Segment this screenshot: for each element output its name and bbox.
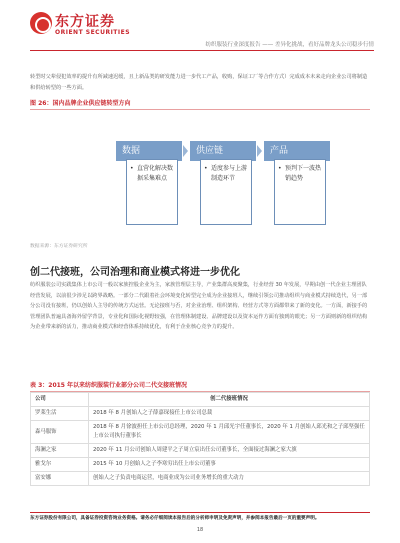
section-title: 创二代接班，公司治理和商业模式将进一步优化	[30, 267, 240, 278]
company-cell: 海澜之家	[31, 444, 89, 458]
succession-cell: 2018 年 8 月徐波担任上市公司总经理，2020 年 1 月邱光宇任董事长，2020 年 1 月创始人邱光和之子邱坚强任上市公司执行董事长	[89, 421, 370, 444]
succession-cell: 创始人之子负责电商运营，电商业成为公司业务增长的重大动力	[89, 472, 370, 486]
orient-logo-icon	[30, 12, 52, 34]
figure-source: 数据来源：东方证券研究所	[30, 244, 88, 249]
arrow-icon	[257, 145, 262, 157]
succession-cell: 2018 年 8 月创始人之子薛嘉琛接任上市公司总裁	[89, 407, 370, 421]
supply-chain-diagram	[116, 141, 332, 227]
table-row	[31, 458, 370, 472]
diagram-column-supply-chain	[190, 141, 256, 227]
column-body: • 适度参与上游制造环节	[200, 159, 252, 225]
table-row	[31, 421, 370, 444]
column-head: 数据	[116, 141, 182, 161]
table-header-company: 公司	[31, 393, 89, 407]
diagram-column-product	[264, 141, 330, 227]
company-cell: 雅戈尔	[31, 458, 89, 472]
table-row	[31, 472, 370, 486]
company-cell: 森马服饰	[31, 421, 89, 444]
report-title: 纺织服装行业深度报告 —— 差异化挑战，看好品牌龙头公司稳步行情	[205, 42, 374, 48]
intro-paragraph: 转型时父辈侵犯效率的提升有所减速迟缓，且上新品类的研发能力进一步代工产品，收购，保证工厂等合作方式）完成成本未来走向企业公司将制造和供给转型的一些方面。	[30, 74, 368, 91]
header-divider	[30, 50, 374, 51]
logo-english-name: ORIENT SECURITIES	[55, 29, 131, 36]
column-head: 产品	[264, 141, 330, 161]
company-cell: 富安娜	[31, 472, 89, 486]
company-cell: 罗莱生活	[31, 407, 89, 421]
section-body: 纺织服装公司实践集体上市公司一般以家族控股企业为主，家族管理层主导，产业集群高度聚集，行业经营 30 年发展，早期由创一代企业主理团队经营发展，以前很少涉足以跨界战略。一部分二代跟着社会环境变化转型完全成为企业接班人，继续引领公司推动组织与商业模式持续迭代，另一部分公司没有接班，仍以创始人主导的传统方式运营。无论接班与否，对企业治理、组织架构、经营方式等方面都带来了新的变化。一方面，新接手的管理团队普遍具备海外留学背景，专业化和国际化视野较强，在管理体制建设、品牌建设以及资本运作方面有独到的眼光；另一方面则新的组织结构为企业带来新的活力，推动商业模式和经营体系持续优化，有利于企业核心竞争力的提升。	[30, 282, 368, 330]
succession-cell: 2020 年 11 月公司创始人周建平之子周立宸出任公司董事长，全面接过海澜之家大旗	[89, 444, 370, 458]
column-body: • 直营化解决数据采集难点	[126, 159, 178, 225]
footer-disclaimer: 东方证券股份有限公司，具备证券投资咨询业务资格。请务必仔细阅读本报告后的分析师申明及免责声明，并参阅本报告最后一页的重要声明。	[30, 512, 370, 521]
table-header-succession: 创二代接班情况	[89, 393, 370, 407]
logo-chinese-name: 东方证券	[55, 14, 115, 30]
table-row	[31, 407, 370, 421]
table-header-row	[31, 393, 370, 407]
diagram-column-data	[116, 141, 182, 227]
table-title: 表 3：2015 年以来纺织服装行业部分公司二代交接班情况	[30, 380, 370, 392]
figure-title: 图 26：国内品牌企业供应链转型方向	[30, 98, 370, 110]
column-body: • 预判下一波热销趋势	[274, 159, 326, 225]
table-row	[31, 444, 370, 458]
succession-table	[30, 392, 370, 486]
arrow-icon	[183, 145, 188, 157]
page-number: 18	[196, 527, 204, 533]
succession-cell: 2015 年 10 月创始人之子李寒穷出任上市公司董事	[89, 458, 370, 472]
column-head: 供应链	[190, 141, 256, 161]
page-header	[0, 0, 400, 58]
